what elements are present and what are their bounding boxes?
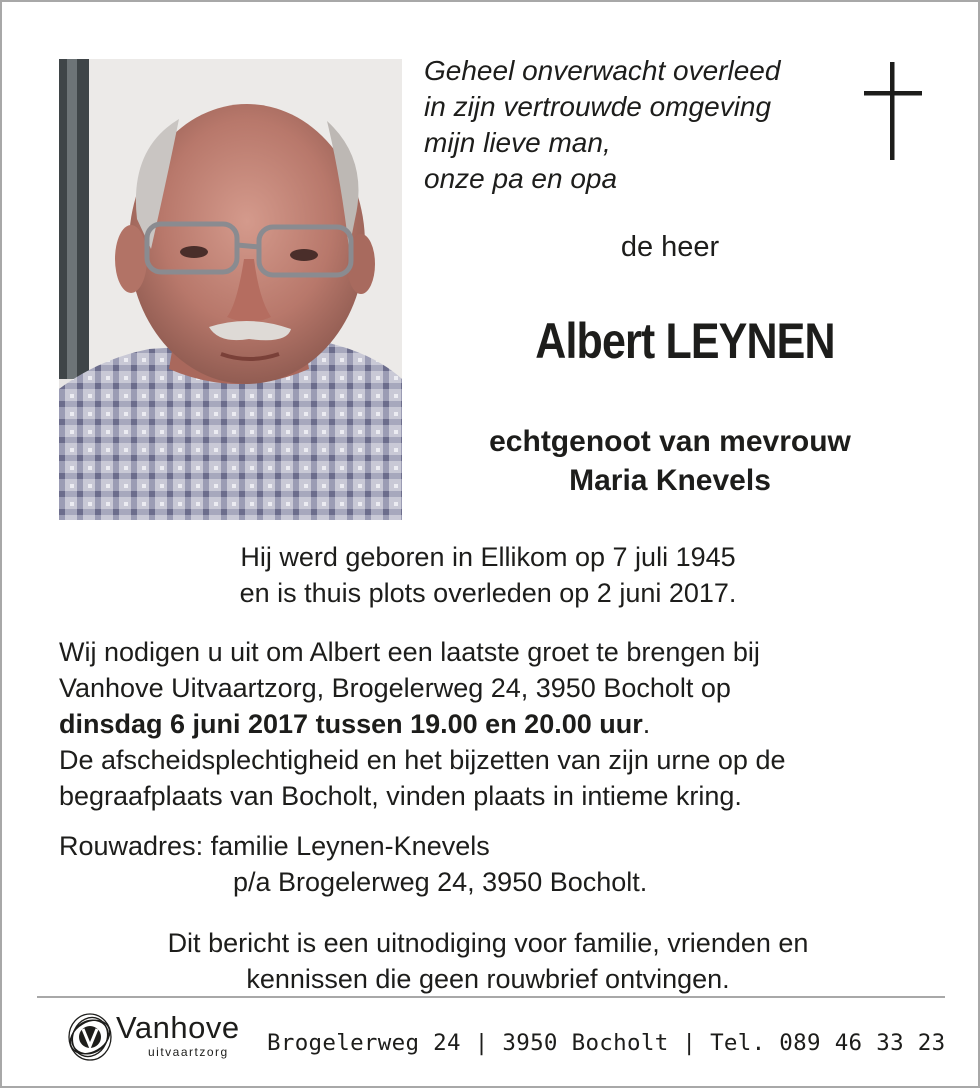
spouse-line: echtgenoot van mevrouw: [489, 425, 851, 458]
footer-contact: Brogelerweg 24 | 3950 Bocholt | Tel. 089 46 33 23: [267, 1030, 946, 1056]
visitation-date-suffix: .: [642, 709, 651, 739]
invitation-text: [59, 634, 785, 814]
brand-subtitle: uitvaartzorg: [148, 1045, 229, 1059]
note-line: kennissen die geen rouwbrief ontvingen.: [246, 964, 730, 994]
note-line: Dit bericht is een uitnodiging voor familie, vrienden en: [167, 928, 809, 958]
spouse-name: Maria Knevels: [569, 464, 771, 497]
mourning-address: [59, 828, 647, 900]
visitation-date: dinsdag 6 juni 2017 tussen 19.00 en 20.00 uur: [59, 709, 643, 739]
invitation-line: De afscheidsplechtigheid en het bijzetten van zijn urne op de: [59, 745, 786, 775]
divider: [37, 996, 945, 998]
address-line: Rouwadres: familie Leynen-Knevels: [59, 831, 490, 861]
invitation-line: Wij nodigen u uit om Albert een laatste groet te brengen bij: [59, 637, 760, 667]
intro-line: Geheel onverwacht overleed: [424, 55, 781, 86]
portrait-photo: [59, 59, 402, 520]
deceased-name: Albert LEYNEN: [535, 313, 835, 369]
birth-line: Hij werd geboren in Ellikom op 7 juli 1945: [240, 542, 736, 572]
address-line: p/a Brogelerweg 24, 3950 Bocholt.: [233, 867, 648, 897]
cross-icon: [864, 62, 922, 160]
death-line: en is thuis plots overleden op 2 juni 2017.: [239, 578, 737, 608]
intro-line: mijn lieve man,: [424, 127, 611, 158]
honorific: de heer: [620, 231, 720, 263]
intro-line: in zijn vertrouwde omgeving: [424, 91, 772, 122]
spouse-info: [400, 422, 940, 500]
notice-note: [0, 925, 976, 997]
intro-line: onze pa en opa: [424, 163, 618, 194]
birth-death-info: [0, 539, 976, 611]
intro-text: [424, 53, 780, 197]
invitation-line: Vanhove Uitvaartzorg, Brogelerweg 24, 3950 Bocholt op: [59, 673, 731, 703]
invitation-date-line: [59, 706, 785, 742]
brand-name: Vanhove: [116, 1010, 240, 1045]
invitation-line: begraafplaats van Bocholt, vinden plaats in intieme kring.: [59, 781, 742, 811]
